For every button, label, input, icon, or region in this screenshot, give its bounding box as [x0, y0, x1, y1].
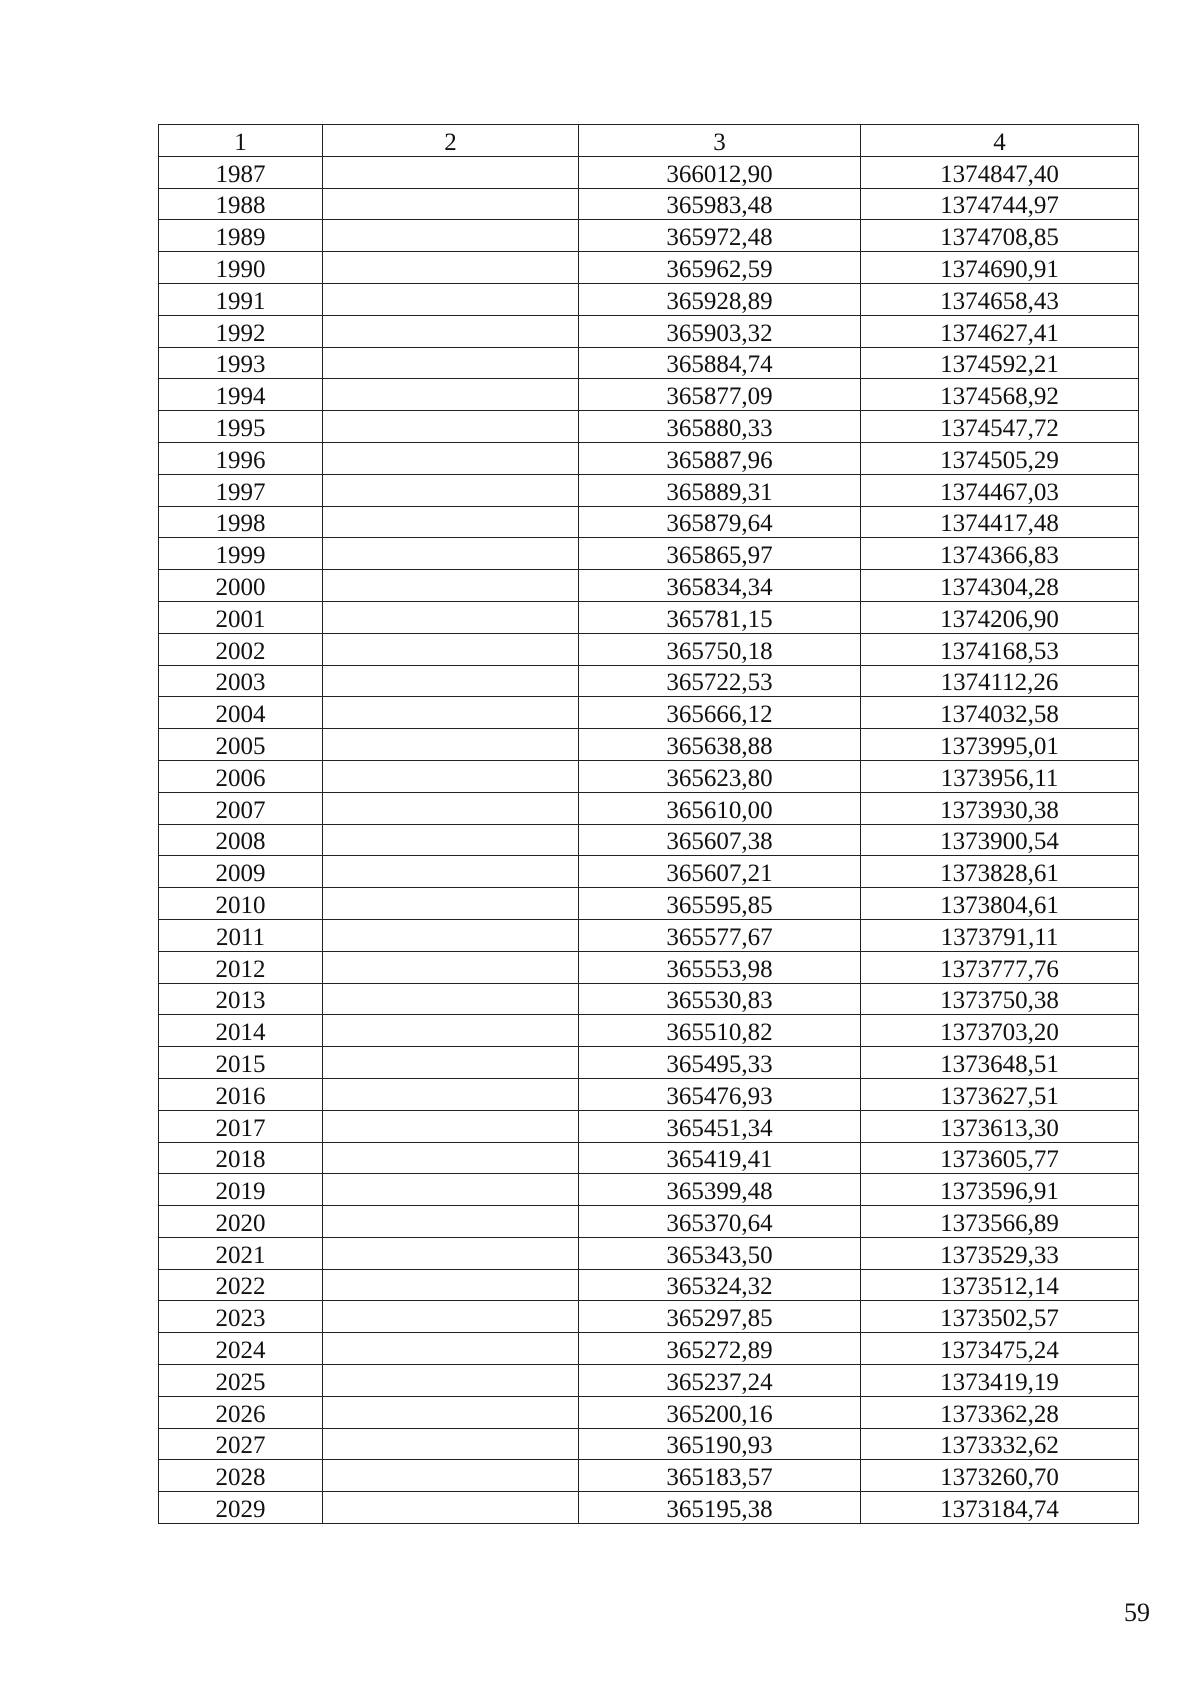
table-cell-col-4: 1373419,19: [861, 1365, 1139, 1397]
table-cell-col-3: 366012,90: [579, 156, 861, 188]
table-cell-col-3: 365887,96: [579, 442, 861, 474]
table-cell-col-4: 1374744,97: [861, 188, 1139, 220]
table-cell-col-1: 1990: [159, 252, 323, 284]
table-row: [159, 888, 1139, 920]
table-cell-col-3: 365623,80: [579, 760, 861, 792]
table-cell-col-2: [323, 1015, 579, 1047]
table-row: [159, 1333, 1139, 1365]
table-row: [159, 1206, 1139, 1238]
table-row: [159, 1492, 1139, 1524]
table-cell-col-1: 2023: [159, 1301, 323, 1333]
table-cell-col-4: 1374032,58: [861, 697, 1139, 729]
table-row: [159, 1428, 1139, 1460]
table-cell-col-4: 1374206,90: [861, 601, 1139, 633]
table-cell-col-1: 2005: [159, 729, 323, 761]
table-cell-col-3: 365666,12: [579, 697, 861, 729]
table-cell-col-4: 1374592,21: [861, 347, 1139, 379]
table-row: [159, 220, 1139, 252]
table-row: [159, 1110, 1139, 1142]
table-cell-col-3: 365834,34: [579, 570, 861, 602]
table-cell-col-1: 1988: [159, 188, 323, 220]
table-cell-col-4: 1373260,70: [861, 1460, 1139, 1492]
table-cell-col-4: 1373703,20: [861, 1015, 1139, 1047]
table-row: [159, 1269, 1139, 1301]
table-cell-col-2: [323, 729, 579, 761]
table-cell-col-2: [323, 1047, 579, 1079]
table-cell-col-2: [323, 1333, 579, 1365]
table-cell-col-3: 365495,33: [579, 1047, 861, 1079]
table-cell-col-2: [323, 760, 579, 792]
table-cell-col-3: 365297,85: [579, 1301, 861, 1333]
table-row: [159, 1365, 1139, 1397]
table-cell-col-1: 2003: [159, 665, 323, 697]
table-cell-col-4: 1374366,83: [861, 538, 1139, 570]
table-cell-col-2: [323, 1269, 579, 1301]
header-cell-1: 1: [159, 125, 323, 157]
table-cell-col-3: 365865,97: [579, 538, 861, 570]
coordinates-table: [158, 124, 1139, 1524]
table-row: [159, 951, 1139, 983]
table-row: [159, 442, 1139, 474]
table-cell-col-1: 2025: [159, 1365, 323, 1397]
table-cell-col-2: [323, 792, 579, 824]
table-cell-col-3: 365928,89: [579, 283, 861, 315]
table-cell-col-1: 2004: [159, 697, 323, 729]
table-cell-col-4: 1373828,61: [861, 856, 1139, 888]
table-cell-col-1: 2012: [159, 951, 323, 983]
table-row: [159, 856, 1139, 888]
table-header-row: [159, 125, 1139, 157]
table-cell-col-3: 365237,24: [579, 1365, 861, 1397]
table-cell-col-2: [323, 156, 579, 188]
table-cell-col-3: 365880,33: [579, 411, 861, 443]
table-cell-col-2: [323, 506, 579, 538]
table-cell-col-1: 2010: [159, 888, 323, 920]
table-cell-col-1: 2022: [159, 1269, 323, 1301]
table-cell-col-3: 365324,32: [579, 1269, 861, 1301]
table-cell-col-4: 1374467,03: [861, 474, 1139, 506]
table-cell-col-2: [323, 252, 579, 284]
table-row: [159, 411, 1139, 443]
table-cell-col-3: 365195,38: [579, 1492, 861, 1524]
table-cell-col-4: 1373512,14: [861, 1269, 1139, 1301]
table-row: [159, 697, 1139, 729]
table-cell-col-2: [323, 856, 579, 888]
table-cell-col-4: 1373475,24: [861, 1333, 1139, 1365]
table-cell-col-4: 1373627,51: [861, 1078, 1139, 1110]
table-cell-col-4: 1373596,91: [861, 1174, 1139, 1206]
table-cell-col-4: 1373804,61: [861, 888, 1139, 920]
table-cell-col-2: [323, 474, 579, 506]
table-cell-col-1: 1987: [159, 156, 323, 188]
table-cell-col-1: 2007: [159, 792, 323, 824]
table-cell-col-4: 1373750,38: [861, 983, 1139, 1015]
table-row: [159, 601, 1139, 633]
table-cell-col-1: 2006: [159, 760, 323, 792]
table-cell-col-4: 1374417,48: [861, 506, 1139, 538]
table-cell-col-1: 1999: [159, 538, 323, 570]
table-cell-col-2: [323, 1301, 579, 1333]
table-cell-col-1: 1993: [159, 347, 323, 379]
table-cell-col-3: 365607,21: [579, 856, 861, 888]
table-cell-col-1: 2017: [159, 1110, 323, 1142]
table-row: [159, 919, 1139, 951]
table-cell-col-1: 2020: [159, 1206, 323, 1238]
table-cell-col-2: [323, 1237, 579, 1269]
table-cell-col-3: 365879,64: [579, 506, 861, 538]
table-cell-col-2: [323, 1428, 579, 1460]
table-cell-col-2: [323, 888, 579, 920]
table-cell-col-2: [323, 633, 579, 665]
table-cell-col-3: 365451,34: [579, 1110, 861, 1142]
table-cell-col-4: 1374505,29: [861, 442, 1139, 474]
table-cell-col-1: 2009: [159, 856, 323, 888]
table-row: [159, 1142, 1139, 1174]
table-cell-col-2: [323, 1142, 579, 1174]
table-cell-col-2: [323, 379, 579, 411]
table-cell-col-2: [323, 665, 579, 697]
header-cell-2: 2: [323, 125, 579, 157]
table-cell-col-3: 365884,74: [579, 347, 861, 379]
table-row: [159, 1078, 1139, 1110]
table-cell-col-4: 1374112,26: [861, 665, 1139, 697]
table-cell-col-1: 2027: [159, 1428, 323, 1460]
table-cell-col-4: 1373900,54: [861, 824, 1139, 856]
table-cell-col-2: [323, 570, 579, 602]
header-cell-4: 4: [861, 125, 1139, 157]
table-cell-col-1: 1997: [159, 474, 323, 506]
table-cell-col-1: 2018: [159, 1142, 323, 1174]
table-row: [159, 1301, 1139, 1333]
table-cell-col-3: 365610,00: [579, 792, 861, 824]
table-cell-col-4: 1374658,43: [861, 283, 1139, 315]
table-cell-col-1: 2000: [159, 570, 323, 602]
table-cell-col-1: 2002: [159, 633, 323, 665]
table-cell-col-2: [323, 601, 579, 633]
table-cell-col-1: 2015: [159, 1047, 323, 1079]
table-row: [159, 1174, 1139, 1206]
table-cell-col-4: 1373529,33: [861, 1237, 1139, 1269]
table-cell-col-1: 1995: [159, 411, 323, 443]
table-cell-col-2: [323, 951, 579, 983]
table-cell-col-2: [323, 983, 579, 1015]
table-cell-col-3: 365510,82: [579, 1015, 861, 1047]
table-cell-col-2: [323, 347, 579, 379]
table-row: [159, 665, 1139, 697]
table-cell-col-2: [323, 1492, 579, 1524]
table-cell-col-3: 365200,16: [579, 1396, 861, 1428]
header-cell-3: 3: [579, 125, 861, 157]
table-row: [159, 379, 1139, 411]
table-cell-col-2: [323, 315, 579, 347]
table-cell-col-3: 365595,85: [579, 888, 861, 920]
table-row: [159, 729, 1139, 761]
table-row: [159, 283, 1139, 315]
table-cell-col-3: 365476,93: [579, 1078, 861, 1110]
table-cell-col-4: 1373791,11: [861, 919, 1139, 951]
table-cell-col-4: 1373605,77: [861, 1142, 1139, 1174]
table-cell-col-1: 1994: [159, 379, 323, 411]
table-cell-col-2: [323, 411, 579, 443]
table-cell-col-4: 1373502,57: [861, 1301, 1139, 1333]
table-cell-col-2: [323, 188, 579, 220]
table-cell-col-2: [323, 919, 579, 951]
table-cell-col-3: 365272,89: [579, 1333, 861, 1365]
table-row: [159, 1396, 1139, 1428]
table-cell-col-4: 1374568,92: [861, 379, 1139, 411]
table-cell-col-1: 1992: [159, 315, 323, 347]
table-cell-col-3: 365553,98: [579, 951, 861, 983]
table-cell-col-2: [323, 1365, 579, 1397]
table-row: [159, 347, 1139, 379]
table-row: [159, 188, 1139, 220]
table-row: [159, 1460, 1139, 1492]
table-cell-col-1: 2014: [159, 1015, 323, 1047]
table-cell-col-4: 1374547,72: [861, 411, 1139, 443]
table-row: [159, 1237, 1139, 1269]
table-cell-col-1: 2029: [159, 1492, 323, 1524]
table-cell-col-4: 1374708,85: [861, 220, 1139, 252]
table-row: [159, 824, 1139, 856]
table-cell-col-4: 1373184,74: [861, 1492, 1139, 1524]
table-cell-col-4: 1374690,91: [861, 252, 1139, 284]
table-cell-col-3: 365343,50: [579, 1237, 861, 1269]
table-cell-col-3: 365419,41: [579, 1142, 861, 1174]
table-cell-col-1: 1998: [159, 506, 323, 538]
table-cell-col-4: 1374627,41: [861, 315, 1139, 347]
table-cell-col-3: 365370,64: [579, 1206, 861, 1238]
table-cell-col-1: 2021: [159, 1237, 323, 1269]
table-cell-col-4: 1373566,89: [861, 1206, 1139, 1238]
table-row: [159, 983, 1139, 1015]
table-row: [159, 474, 1139, 506]
table-row: [159, 1015, 1139, 1047]
table-row: [159, 1047, 1139, 1079]
table-cell-col-2: [323, 1078, 579, 1110]
table-cell-col-1: 2026: [159, 1396, 323, 1428]
table-cell-col-3: 365889,31: [579, 474, 861, 506]
table-cell-col-3: 365983,48: [579, 188, 861, 220]
table-cell-col-2: [323, 283, 579, 315]
table-row: [159, 315, 1139, 347]
table-cell-col-3: 365750,18: [579, 633, 861, 665]
table-cell-col-4: 1373648,51: [861, 1047, 1139, 1079]
table-cell-col-4: 1374304,28: [861, 570, 1139, 602]
table-cell-col-3: 365607,38: [579, 824, 861, 856]
table-cell-col-3: 365530,83: [579, 983, 861, 1015]
table-cell-col-1: 2011: [159, 919, 323, 951]
table-cell-col-3: 365972,48: [579, 220, 861, 252]
table-cell-col-4: 1373332,62: [861, 1428, 1139, 1460]
table-cell-col-4: 1374168,53: [861, 633, 1139, 665]
table-cell-col-3: 365781,15: [579, 601, 861, 633]
table-cell-col-1: 2019: [159, 1174, 323, 1206]
table-cell-col-4: 1373995,01: [861, 729, 1139, 761]
table-cell-col-2: [323, 538, 579, 570]
table-cell-col-4: 1373930,38: [861, 792, 1139, 824]
table-cell-col-4: 1373956,11: [861, 760, 1139, 792]
table-cell-col-2: [323, 697, 579, 729]
table-cell-col-4: 1373613,30: [861, 1110, 1139, 1142]
table-cell-col-2: [323, 220, 579, 252]
table-cell-col-1: 1996: [159, 442, 323, 474]
table-row: [159, 506, 1139, 538]
table-cell-col-3: 365903,32: [579, 315, 861, 347]
table-cell-col-3: 365190,93: [579, 1428, 861, 1460]
table-cell-col-4: 1373362,28: [861, 1396, 1139, 1428]
table-row: [159, 570, 1139, 602]
table-row: [159, 633, 1139, 665]
table-cell-col-1: 2013: [159, 983, 323, 1015]
table-row: [159, 760, 1139, 792]
table-cell-col-2: [323, 1206, 579, 1238]
table-cell-col-1: 2001: [159, 601, 323, 633]
table-cell-col-3: 365877,09: [579, 379, 861, 411]
table-cell-col-4: 1374847,40: [861, 156, 1139, 188]
table-row: [159, 538, 1139, 570]
table-row: [159, 252, 1139, 284]
table-cell-col-3: 365577,67: [579, 919, 861, 951]
table-cell-col-2: [323, 824, 579, 856]
table-cell-col-4: 1373777,76: [861, 951, 1139, 983]
table-cell-col-1: 2016: [159, 1078, 323, 1110]
table-cell-col-1: 2024: [159, 1333, 323, 1365]
table-cell-col-2: [323, 1174, 579, 1206]
table-cell-col-1: 2008: [159, 824, 323, 856]
table-cell-col-1: 1989: [159, 220, 323, 252]
table-row: [159, 156, 1139, 188]
table-cell-col-3: 365722,53: [579, 665, 861, 697]
table-cell-col-3: 365399,48: [579, 1174, 861, 1206]
table-cell-col-3: 365962,59: [579, 252, 861, 284]
table-cell-col-2: [323, 1460, 579, 1492]
table-cell-col-2: [323, 442, 579, 474]
table-body: [159, 156, 1139, 1523]
table-cell-col-3: 365183,57: [579, 1460, 861, 1492]
table-cell-col-2: [323, 1110, 579, 1142]
table-cell-col-1: 1991: [159, 283, 323, 315]
table-cell-col-3: 365638,88: [579, 729, 861, 761]
page-number: 59: [1124, 1598, 1150, 1627]
table-cell-col-1: 2028: [159, 1460, 323, 1492]
table-row: [159, 792, 1139, 824]
table-cell-col-2: [323, 1396, 579, 1428]
